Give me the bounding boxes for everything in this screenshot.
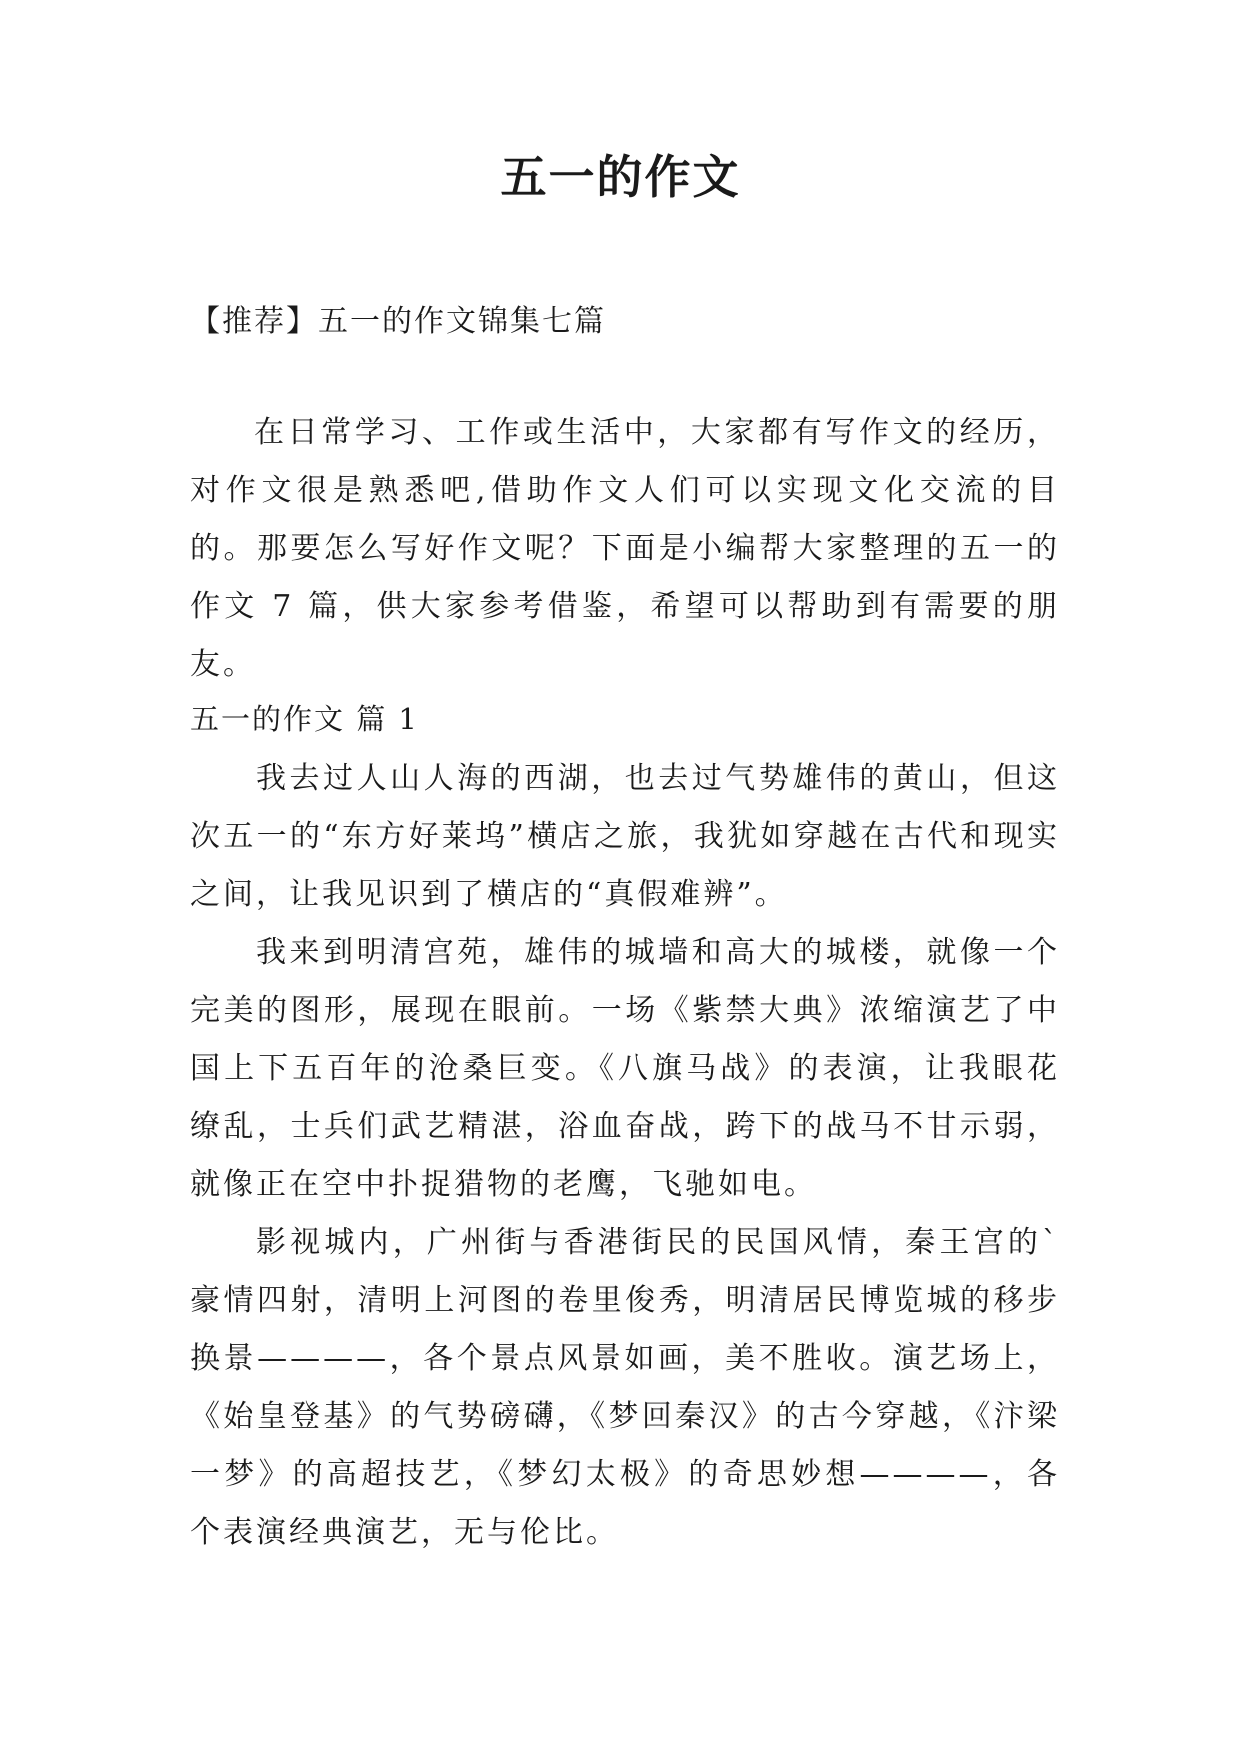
section-heading: 五一的作文 篇 1	[190, 702, 419, 736]
section-paragraph-3: 影视城内，广州街与香港街民的民国风情，秦王宫的`豪情四射，清明上河图的卷里俊秀，明清居民博览城的移步换景————，各个景点风景如画，美不胜收。演艺场上，《始皇登基》的气势磅礴，《梦回秦汉》的古今穿越，《汴梁一梦》的高超技艺，《梦幻太极》的奇思妙想————，各个表演经典演艺，无与伦比。	[190, 1225, 1060, 1550]
document-subtitle: 【推荐】五一的作文锦集七篇	[190, 304, 606, 339]
intro-paragraph: 在日常学习、工作或生活中，大家都有写作文的经历，对作文很是熟悉吧,借助作文人们可以实现文化交流的目的。那要怎么写好作文呢？下面是小编帮大家整理的五一的作文 7 篇，供大家参考借鉴，希望可以帮助到有需要的朋友。	[190, 415, 1060, 682]
essay-section-1	[190, 690, 1060, 1562]
section-paragraph-2: 我来到明清宫苑，雄伟的城墙和高大的城楼，就像一个完美的图形，展现在眼前。一场《紫禁大典》浓缩演艺了中国上下五百年的沧桑巨变。《八旗马战》的表演，让我眼花缭乱，士兵们武艺精湛，浴血奋战，跨下的战马不甘示弱，就像正在空中扑捉猎物的老鹰，飞驰如电。	[190, 935, 1060, 1202]
document-title: 五一的作文	[500, 150, 741, 204]
section-paragraph-1: 我去过人山人海的西湖，也去过气势雄伟的黄山，但这次五一的“东方好莱坞”横店之旅，我犹如穿越在古代和现实之间，让我见识到了横店的“真假难辨”。	[190, 761, 1060, 912]
